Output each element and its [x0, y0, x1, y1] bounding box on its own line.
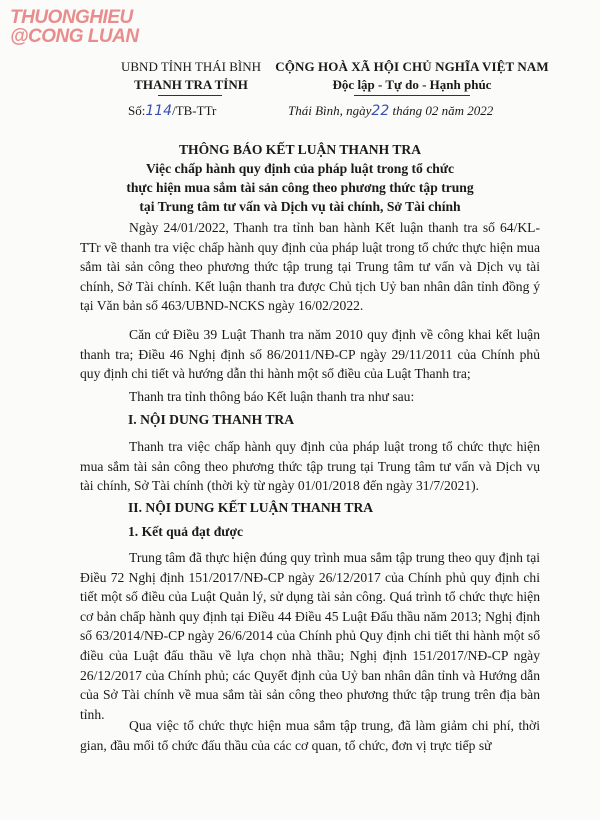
document-title — [60, 140, 540, 216]
paragraph-6: Qua việc tổ chức thực hiện mua sắm tập trung, đã làm giảm chi phí, thời gian, đầu mối tổ chức đấu thầu của các cơ quan, tổ chức, đơn vị trực tiếp sử — [80, 718, 540, 753]
date-rest: tháng 02 năm 2022 — [392, 103, 494, 118]
issuing-agency-block — [96, 58, 286, 94]
title-line-2: Việc chấp hành quy định của pháp luật trong tổ chức — [145, 161, 455, 176]
watermark-line-2: @CONG LUAN — [10, 26, 139, 47]
agency-name: THANH TRA TỈNH — [134, 77, 248, 92]
paragraph-4: Thanh tra việc chấp hành quy định của pháp luật trong tổ chức thực hiện mua sắm tài sản công theo phương thức tập trung tại Trung tâm tư vấn và Dịch vụ tài chính, Sở Tài chính (thời kỳ từ ngày 01/01/2018 đến ngày 31/7/2021). — [80, 439, 540, 494]
national-motto: Độc lập - Tự do - Hạnh phúc — [332, 77, 492, 92]
title-line-3: thực hiện mua sắm tài sản công theo phương thức tập trung — [126, 180, 474, 195]
motto-underline — [354, 95, 470, 96]
agency-parent: UBND TỈNH THÁI BÌNH — [121, 59, 261, 74]
section-heading-2: II. NỘI DUNG KẾT LUẬN THANH TRA — [128, 500, 374, 515]
subsection-heading-2-1: 1. Kết quả đạt được — [128, 524, 244, 539]
watermark-logo — [10, 8, 139, 46]
national-title-block — [266, 58, 558, 94]
paragraph-2: Căn cứ Điều 39 Luật Thanh tra năm 2010 quy định về công khai kết luận thanh tra; Điều 46 Nghị định số 86/2011/NĐ-CP ngày 29/11/2011 của Chính phủ quy định chi tiết và hướng dẫn thi hành một số điều của Luật Thanh tra; — [80, 327, 540, 382]
agency-underline — [158, 95, 222, 96]
date-day-handwritten: 22 — [371, 103, 390, 119]
title-line-1: THÔNG BÁO KẾT LUẬN THANH TRA — [178, 142, 422, 157]
nation-title: CỘNG HOÀ XÃ HỘI CHỦ NGHĨA VIỆT NAM — [275, 59, 549, 74]
paragraph-5: Trung tâm đã thực hiện đúng quy trình mua sắm tập trung theo quy định tại Điều 72 Nghị định 151/2017/NĐ-CP ngày 26/12/2017 của Chính phủ quy định chi tiết một số điều của Luật Quản lý, sử dụng tài sản công. Quá trình tổ chức thực hiện cơ bản chấp hành quy định tại Điều 44 Điều 45 Luật Đấu thầu năm 2013; Nghị định số 63/2014/NĐ-CP ngày 26/6/2014 của Chính phủ Quy định chi tiết thi hành một số điều của Luật đấu thầu về lựa chọn nhà thầu; Nghị định 151/2017/NĐ-CP ngày 26/12/2017 của Chính phủ; các Quyết định của Uỷ ban nhân dân tỉnh và Hướng dẫn của Sở Tài chính về mua sắm tài sản công theo phương thức tập trung trên địa bàn tỉnh. — [80, 550, 540, 722]
date-place: Thái Bình, ngày — [288, 103, 372, 118]
doc-number-prefix: Số: — [128, 103, 146, 118]
paragraph-3: Thanh tra tỉnh thông báo Kết luận thanh tra như sau: — [129, 389, 415, 404]
date-line — [288, 103, 493, 119]
watermark-line-1: THUONGHIEU — [10, 7, 133, 28]
doc-number-handwritten: 114 — [145, 103, 173, 119]
paragraph-1: Ngày 24/01/2022, Thanh tra tỉnh ban hành Kết luận thanh tra số 64/KL-TTr về thanh tra việc chấp hành quy định của pháp luật trong tổ chức thực hiện mua sắm tài sản công theo phương thức tập trung tại Trung tâm tư vấn và Dịch vụ tài chính, Sở Tài chính. Kết luận thanh tra được Chủ tịch Uỷ ban nhân dân tỉnh đồng ý tại Văn bản số 463/UBND-NCKS ngày 16/02/2022. — [80, 220, 540, 314]
doc-number-suffix: /TB-TTr — [172, 103, 217, 118]
document-number — [128, 103, 216, 119]
section-heading-1: I. NỘI DUNG THANH TRA — [128, 412, 295, 427]
title-line-4: tại Trung tâm tư vấn và Dịch vụ tài chính, Sở Tài chính — [139, 199, 461, 214]
